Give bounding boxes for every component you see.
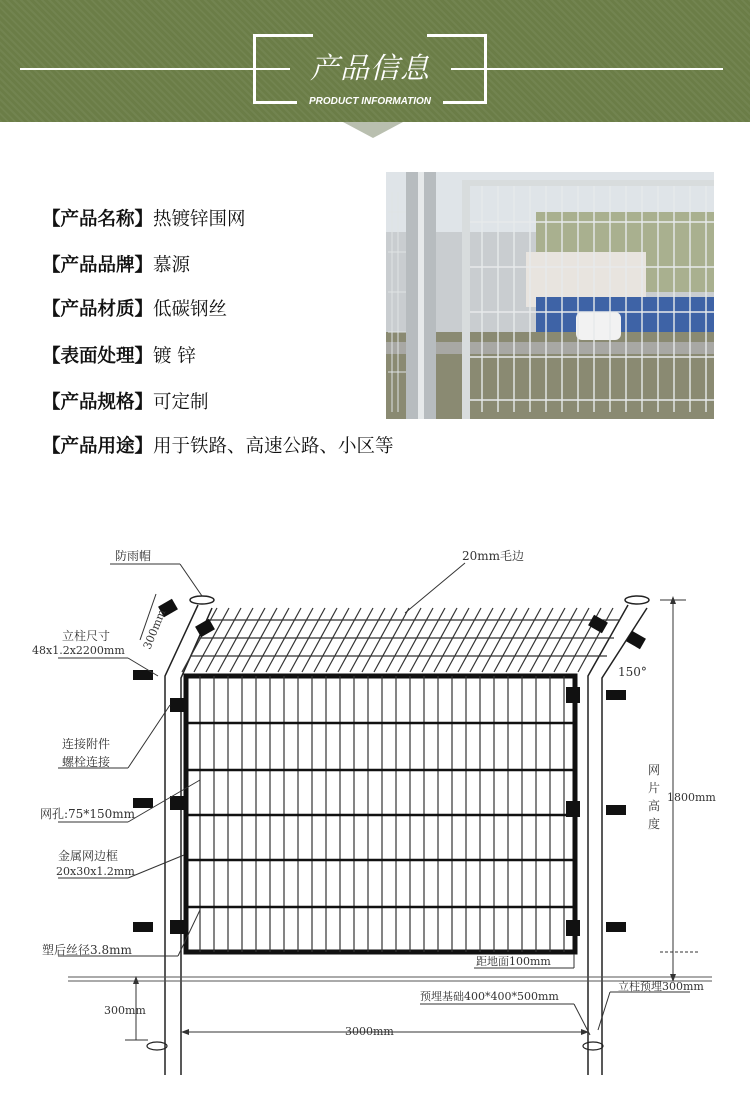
spec-label: 【产品规格】 xyxy=(42,392,154,413)
header-banner xyxy=(0,0,750,122)
banner-frame-left xyxy=(253,34,256,104)
depth-label: 300mm xyxy=(104,1004,146,1017)
cap-label: 防雨帽 xyxy=(115,549,152,563)
banner-frame-top-right xyxy=(427,34,487,37)
spec-value: 热镀锌围网 xyxy=(153,209,246,230)
wire-label: 塑后丝径3.8mm xyxy=(42,943,132,957)
frame-label: 金属网边框 xyxy=(58,849,119,863)
foundation-label: 预埋基础400*400*500mm xyxy=(420,990,559,1003)
spec-label: 【产品名称】 xyxy=(42,209,154,230)
product-photo xyxy=(386,172,714,419)
spec-row-material xyxy=(42,295,227,321)
banner-divider-right xyxy=(451,68,723,70)
page-subtitle: PRODUCT INFORMATION xyxy=(308,96,432,107)
spec-value: 镀 锌 xyxy=(153,346,196,367)
height-value: 1800mm xyxy=(667,791,716,804)
post-embed-label: 立柱预埋300mm xyxy=(618,980,704,993)
fence-diagram xyxy=(0,530,750,1103)
post-length-label: 300mm xyxy=(140,607,169,652)
banner-divider-left xyxy=(20,68,290,70)
spec-row-brand xyxy=(42,251,190,277)
height-label-4: 度 xyxy=(648,817,661,831)
edge-label: 20mm毛边 xyxy=(462,549,525,563)
spec-label: 【产品品牌】 xyxy=(42,255,154,276)
page-title: 产品信息 xyxy=(309,51,430,85)
spec-label: 【表面处理】 xyxy=(42,346,154,367)
height-label-3: 高 xyxy=(648,799,661,813)
ground-label: 距地面100mm xyxy=(476,955,551,968)
banner-frame-top-left xyxy=(253,34,313,37)
spec-label: 【产品用途】 xyxy=(42,436,154,457)
post-size-value: 48x1.2x2200mm xyxy=(32,644,125,657)
spec-row-name xyxy=(42,205,246,231)
spec-row-surface xyxy=(42,342,196,368)
spec-value: 用于铁路、高速公路、小区等 xyxy=(153,436,394,457)
height-label-1: 网 xyxy=(648,763,661,777)
connector-value: 螺栓连接 xyxy=(62,755,111,769)
frame-value: 20x30x1.2mm xyxy=(56,865,135,878)
angle-label: 150° xyxy=(618,665,647,679)
connector-label: 连接附件 xyxy=(62,737,111,751)
banner-frame-right xyxy=(484,34,487,104)
spec-value: 慕源 xyxy=(153,255,191,276)
banner-notch xyxy=(343,122,403,138)
spec-row-spec xyxy=(42,388,209,414)
width-label: 3000mm xyxy=(345,1025,394,1038)
spec-row-usage xyxy=(42,432,394,458)
spec-label: 【产品材质】 xyxy=(42,299,154,320)
spec-value: 低碳钢丝 xyxy=(153,299,228,320)
spec-value: 可定制 xyxy=(153,392,209,413)
post-size-label: 立柱尺寸 xyxy=(62,629,111,643)
height-label-2: 片 xyxy=(648,781,661,795)
mesh-hole-label: 网孔:75*150mm xyxy=(40,807,135,821)
